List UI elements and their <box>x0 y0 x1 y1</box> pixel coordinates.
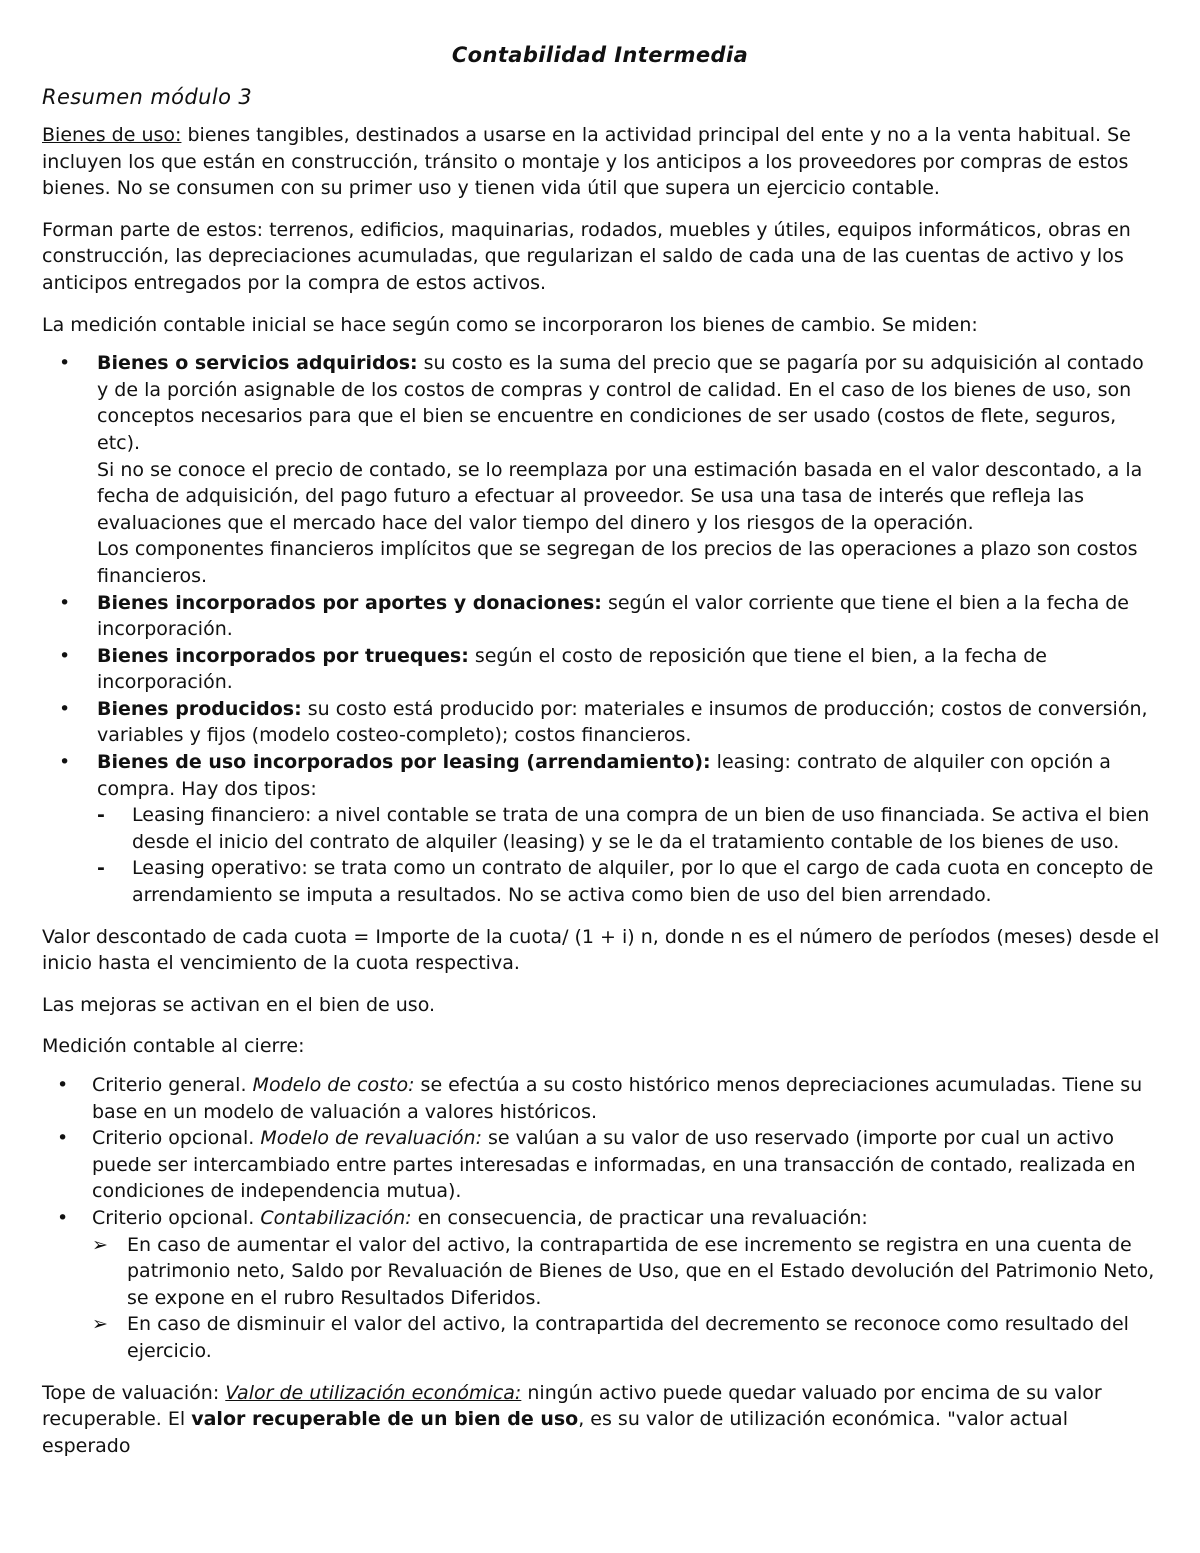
list-item <box>42 590 1160 643</box>
list-item <box>42 749 1160 909</box>
list-item-label: Bienes de uso incorporados por leasing (arrendamiento): <box>97 751 711 774</box>
arrow-bullet-icon: ➢ <box>92 1233 108 1256</box>
sublist-item <box>97 855 1160 908</box>
bullet-icon: • <box>59 751 71 774</box>
bullet-icon: • <box>57 1074 69 1096</box>
sublist-item <box>92 1232 1160 1312</box>
list-item-text: leasing: contrato de alquiler con opción a compra. Hay dos tipos: <box>97 751 1111 800</box>
document-title: Contabilidad Intermedia <box>451 43 749 67</box>
list-item-label: Bienes incorporados por trueques: <box>97 644 469 667</box>
list-item-text: se valúan a su valor de uso reservado (importe por cual un activo puede ser intercambiado entre partes interesadas e informadas, en una transacción de contado, realizada en condiciones de independencia mutua). <box>92 1127 1136 1203</box>
term-bienes-de-uso: Bienes de uso: <box>42 124 182 146</box>
sublist-item-text: Leasing operativo: se trata como un contrato de alquiler, por lo que el cargo de cada cuota en concepto de arrendamiento se imputa a resultados. No se activa como bien de uso del bien arrendado. <box>132 857 1154 907</box>
paragraph-forman-parte: Forman parte de estos: terrenos, edificios, maquinarias, rodados, muebles y útiles, equipos informáticos, obras en construcción, las depreciaciones acumuladas, que regularizan el saldo de cada una de las cuentas de activo y los anticipos entregados por la compra de estos activos. <box>42 218 1131 294</box>
list-item-text: su costo es la suma del precio que se pagaría por su adquisición al contado y de la porción asignable de los costos de compras y control de calidad. En el caso de los bienes de uso, son conceptos necesarios para que el bien se encuentre en condiciones de ser usado (costos de flete, seguros, etc). <box>97 352 1144 454</box>
bold-term: valor recuperable de un bien de uso <box>191 1408 579 1431</box>
list-item-text: su costo está producido por: materiales e insumos de producción; costos de conversión, variables y fijos (modelo costeo-completo); costos financieros. <box>97 697 1148 747</box>
bullet-icon: • <box>59 591 71 614</box>
sublist-item-text: Leasing financiero: a nivel contable se trata de una compra de un bien de uso financiada. Se activa el bien desde el inicio del contrato de alquiler (leasing) y se le da el tratamiento contable de los bienes de uso. <box>132 804 1150 853</box>
list-item-prefix: Criterio opcional. <box>92 1206 261 1229</box>
list-item-text: en consecuencia, de practicar una revaluación: <box>411 1206 868 1229</box>
paragraph-prefix: Tope de valuación: <box>42 1381 226 1404</box>
document-body <box>42 82 1160 1474</box>
paragraph-tope-valuacion <box>42 1380 1160 1460</box>
list-item-text: según el valor corriente que tiene el bien a la fecha de incorporación. <box>97 591 1129 641</box>
paragraph-text: , es su valor de utilización económica. "valor actual esperado <box>42 1408 1068 1457</box>
dash-icon: - <box>97 857 105 880</box>
list-item-italic: Modelo de costo: <box>252 1074 415 1096</box>
arrow-bullet-icon: ➢ <box>92 1313 108 1336</box>
list-item <box>42 350 1160 589</box>
bullet-icon: • <box>59 697 71 720</box>
sublist-item-text: En caso de disminuir el valor del activo, la contrapartida del decremento se reconoce como resultado del ejercicio. <box>127 1313 1129 1362</box>
list-medicion-inicial <box>42 350 1160 908</box>
section-subtitle: Resumen módulo 3 <box>42 85 253 109</box>
list-item-extra: Si no se conoce el precio de contado, se lo reemplaza por una estimación basada en el valor descontado, a la fecha de adquisición, del pago futuro a efectuar al proveedor. Se usa una tasa de interés que refleja las evaluaciones que el mercado hace del valor tiempo del dinero y los riesgos de la operación. <box>97 458 1143 534</box>
list-item-prefix: Criterio opcional. <box>92 1127 261 1150</box>
sublist-leasing <box>97 802 1160 908</box>
bullet-icon: • <box>57 1127 69 1150</box>
paragraph-bienes-de-uso <box>42 122 1160 202</box>
list-item-italic: Modelo de revaluación: <box>260 1127 482 1150</box>
list-item-extra: Los componentes financieros implícitos que se segregan de los precios de las operaciones a plazo son costos financieros. <box>97 538 1138 587</box>
paragraph-text: ningún activo puede quedar valuado por encima de su valor recuperable. El <box>42 1381 1102 1431</box>
list-item <box>42 696 1160 749</box>
list-item-prefix: Criterio general. <box>92 1074 253 1096</box>
sublist-item-text: En caso de aumentar el valor del activo, la contrapartida de ese incremento se registra en una cuenta de patrimonio neto, Saldo por Revaluación de Bienes de Uso, que en el Estado devolución del Patrimonio Neto, se expone en el rubro Resultados Diferidos. <box>127 1233 1155 1309</box>
list-item-label: Bienes o servicios adquiridos: <box>97 352 418 375</box>
list-item-italic: Contabilización: <box>260 1206 412 1229</box>
paragraph-medicion-cierre: Medición contable al cierre: <box>42 1035 305 1058</box>
paragraph-valor-descontado: Valor descontado de cada cuota = Importe de la cuota/ (1 + i) n, donde n es el número de períodos (meses) desde el inicio hasta el vencimiento de la cuota respectiva. <box>42 925 1160 975</box>
sublist-revaluacion <box>92 1232 1160 1365</box>
paragraph-text: bienes tangibles, destinados a usarse en la actividad principal del ente y no a la venta habitual. Se incluyen los que están en construcción, tránsito o montaje y los anticipos a los proveedores por compras de estos bienes. No se consumen con su primer uso y tienen vida útil que supera un ejercicio contable. <box>42 124 1131 200</box>
bullet-icon: • <box>59 644 71 667</box>
paragraph-medicion-inicial: La medición contable inicial se hace según como se incorporaron los bienes de cambio. Se miden: <box>42 313 978 336</box>
list-item-label: Bienes producidos: <box>97 697 302 720</box>
list-item-label: Bienes incorporados por aportes y donaciones: <box>97 591 602 614</box>
bullet-icon: • <box>57 1206 69 1229</box>
sublist-item <box>92 1311 1160 1364</box>
term-valor-utilizacion: Valor de utilización económica: <box>225 1381 522 1404</box>
list-item-text: se efectúa a su costo histórico menos depreciaciones acumuladas. Tiene su base en un modelo de valuación a valores históricos. <box>92 1074 1143 1123</box>
list-item <box>42 1205 1160 1365</box>
list-medicion-cierre <box>42 1072 1160 1365</box>
sublist-item <box>97 802 1160 855</box>
list-item <box>42 1125 1160 1205</box>
dash-icon: - <box>97 804 105 827</box>
bullet-icon: • <box>59 352 71 375</box>
list-item <box>42 643 1160 696</box>
paragraph-mejoras: Las mejoras se activan en el bien de uso. <box>42 993 436 1016</box>
list-item <box>42 1072 1160 1125</box>
list-item-text: según el costo de reposición que tiene el bien, a la fecha de incorporación. <box>97 644 1047 694</box>
